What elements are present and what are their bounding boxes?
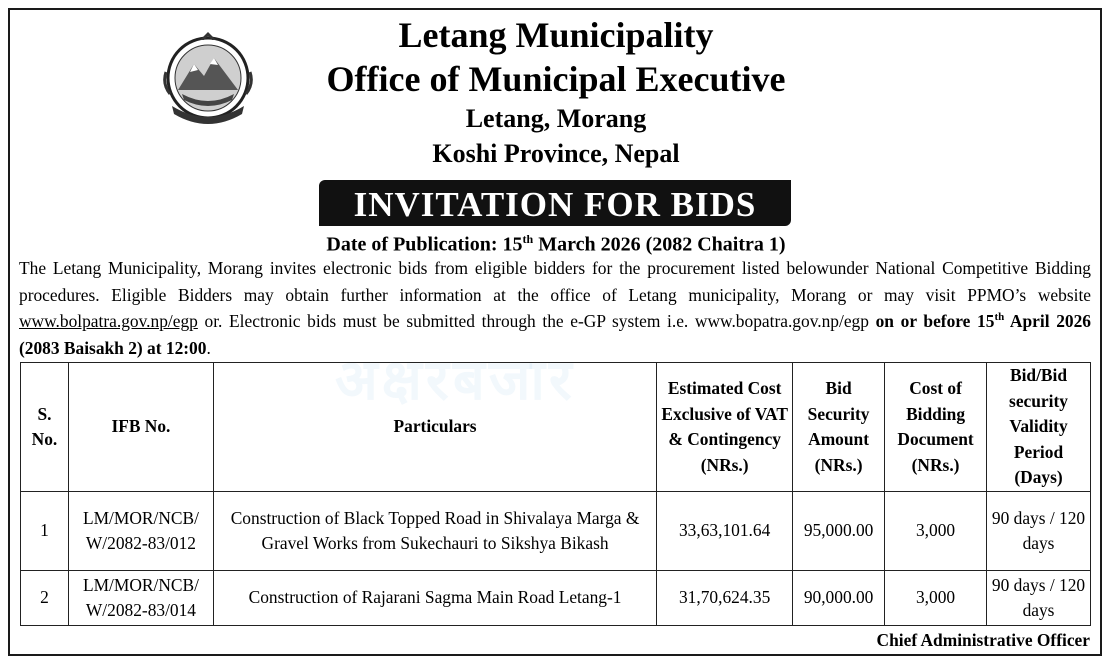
cell-doc: 3,000: [885, 571, 987, 626]
col-sn-header: S. No.: [21, 363, 69, 492]
cell-cost: 33,63,101.64: [657, 492, 793, 571]
cell-validity: 90 days / 120 days: [987, 492, 1091, 571]
cell-particulars: Construction of Black Topped Road in Shivalaya Marga & Gravel Works from Sukechauri to Sikshya Bikash: [213, 492, 656, 571]
signatory-title: Chief Administrative Officer: [876, 630, 1090, 650]
office-name: Office of Municipal Executive: [326, 59, 786, 99]
bid-deadline: on or before 15th April 2026 (2083 Baisakh 2) at 12:00: [19, 311, 1091, 358]
col-security-header: Bid Security Amount (NRs.): [793, 363, 885, 492]
bolpatra-link[interactable]: www.bolpatra.gov.np/egp: [19, 311, 198, 331]
cell-ifb: LM/MOR/NCB/ W/2082-83/014: [68, 571, 213, 626]
publication-date: Date of Publication: 15th March 2026 (2082 Chaitra 1): [326, 232, 786, 256]
notice-title-banner: INVITATION FOR BIDS: [319, 180, 791, 226]
invitation-paragraph: The Letang Municipality, Morang invites electronic bids from eligible bidders for the procurement listed belowunder National Competitive Bidding procedures. Eligible Bidders may obtain further information at the office of Letang municipality, Morang or may visit PPMO’s website www.bolpatra.gov.np/egp or. Electronic bids must be submitted through the e-GP system i.e. www.bopatra.gov.np/egp on or before 15th April 2026 (2083 Baisakh 2) at 12:00.: [19, 258, 1091, 358]
office-location: Letang, Morang: [465, 104, 647, 133]
province-country: Koshi Province, Nepal: [432, 139, 680, 168]
cell-sn: 2: [21, 571, 69, 626]
table-row: [21, 492, 1091, 571]
municipality-name: Letang Municipality: [398, 15, 714, 55]
cell-security: 90,000.00: [793, 571, 885, 626]
col-doc-header: Cost of Bidding Document (NRs.): [885, 363, 987, 492]
col-ifb-header: IFB No.: [68, 363, 213, 492]
cell-particulars: Construction of Rajarani Sagma Main Road Letang-1: [213, 571, 656, 626]
col-particulars-header: Particulars: [213, 363, 656, 492]
cell-doc: 3,000: [885, 492, 987, 571]
cell-security: 95,000.00: [793, 492, 885, 571]
table-header-row: [21, 363, 1091, 492]
table-row: [21, 571, 1091, 626]
cell-validity: 90 days / 120 days: [987, 571, 1091, 626]
watermark-logo: अक्षरबजार: [335, 348, 576, 413]
col-cost-header: Estimated Cost Exclusive of VAT & Contingency (NRs.): [657, 363, 793, 492]
col-validity-header: Bid/Bid security Validity Period (Days): [987, 363, 1091, 492]
cell-sn: 1: [21, 492, 69, 571]
cell-ifb: LM/MOR/NCB/ W/2082-83/012: [68, 492, 213, 571]
cell-cost: 31,70,624.35: [657, 571, 793, 626]
bid-table: [20, 362, 1091, 626]
